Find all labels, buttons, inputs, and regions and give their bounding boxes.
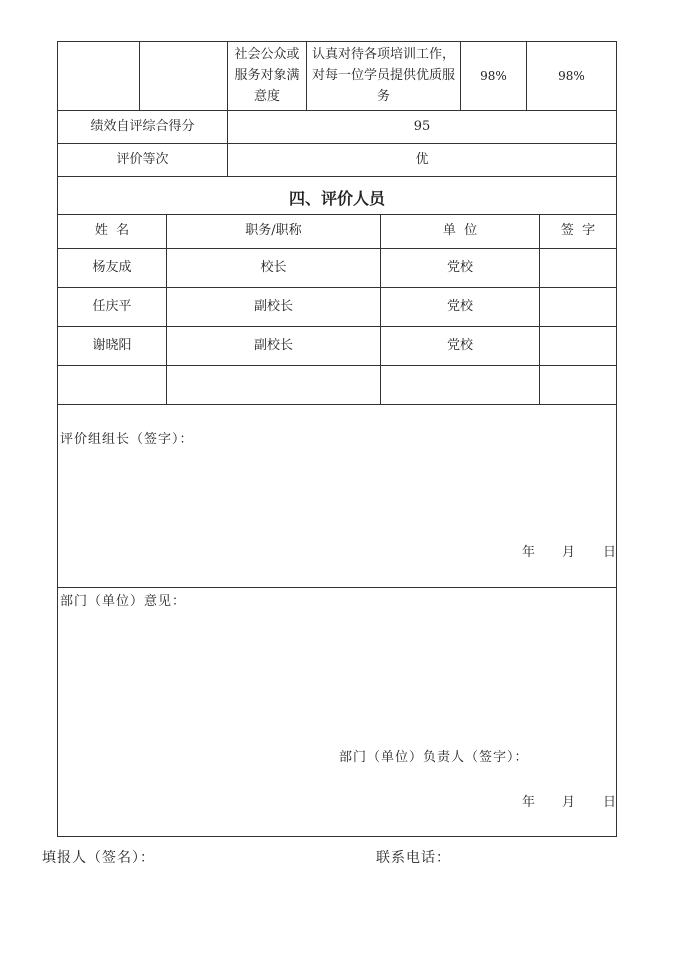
actual-value: 98%: [558, 69, 585, 83]
leader-sign-label: 评价组组长（签字）：: [60, 432, 194, 447]
indicator-line: 服务对象满: [234, 68, 300, 83]
row-divider: [58, 110, 616, 111]
col-divider: [539, 214, 540, 404]
evaluation-form-table: [57, 41, 617, 837]
description-line: 务: [376, 89, 390, 104]
dept-signer-label: 部门（单位）负责人（签字）：: [339, 750, 529, 765]
person-unit: 党校: [446, 338, 473, 353]
row-divider: [58, 365, 616, 366]
dept-date-year: 年: [522, 795, 536, 810]
contact-phone-label: 联系电话：: [376, 850, 451, 866]
person-unit: 党校: [446, 260, 473, 275]
person-title: 副校长: [253, 299, 293, 314]
row-divider: [58, 143, 616, 144]
row-divider: [58, 248, 616, 249]
indicator-line: 意度: [253, 89, 280, 104]
leader-date-year: 年: [522, 545, 536, 560]
score-label: 绩效自评综合得分: [90, 119, 195, 134]
leader-date-day: 日: [603, 545, 617, 560]
filler-signature-label: 填报人（签名）：: [42, 850, 155, 866]
header-unit: 单 位: [442, 223, 478, 238]
dept-opinion-label: 部门（单位）意见：: [60, 594, 187, 609]
score-value: 95: [413, 119, 431, 134]
header-title: 职务/职称: [245, 223, 302, 238]
row-divider: [58, 326, 616, 327]
row-divider: [58, 176, 616, 177]
person-title: 副校长: [253, 338, 293, 353]
row-divider: [58, 587, 616, 588]
indicator-line: 社会公众或: [234, 47, 300, 62]
header-sign: 签 字: [560, 223, 596, 238]
grade-value: 优: [415, 152, 429, 167]
person-title: 校长: [260, 260, 287, 275]
header-name: 姓 名: [94, 223, 130, 238]
section-title: 四、评价人员: [288, 189, 385, 208]
target-value: 98%: [480, 69, 507, 83]
person-name: 谢晓阳: [92, 338, 132, 353]
row-divider: [58, 214, 616, 215]
leader-date-month: 月: [562, 545, 576, 560]
person-unit: 党校: [446, 299, 473, 314]
indicator-cell: [228, 44, 306, 107]
description-line: 认真对待各项培训工作，: [311, 47, 455, 62]
person-name: 任庆平: [92, 299, 132, 314]
description-line: 对每一位学员提供优质服: [311, 68, 455, 83]
col-divider: [139, 42, 140, 110]
dept-date-day: 日: [603, 795, 617, 810]
grade-label: 评价等次: [116, 152, 169, 167]
person-name: 杨友成: [92, 260, 132, 275]
description-cell: [307, 44, 460, 107]
dept-date-month: 月: [562, 795, 576, 810]
row-divider: [58, 287, 616, 288]
row-divider: [58, 404, 616, 405]
